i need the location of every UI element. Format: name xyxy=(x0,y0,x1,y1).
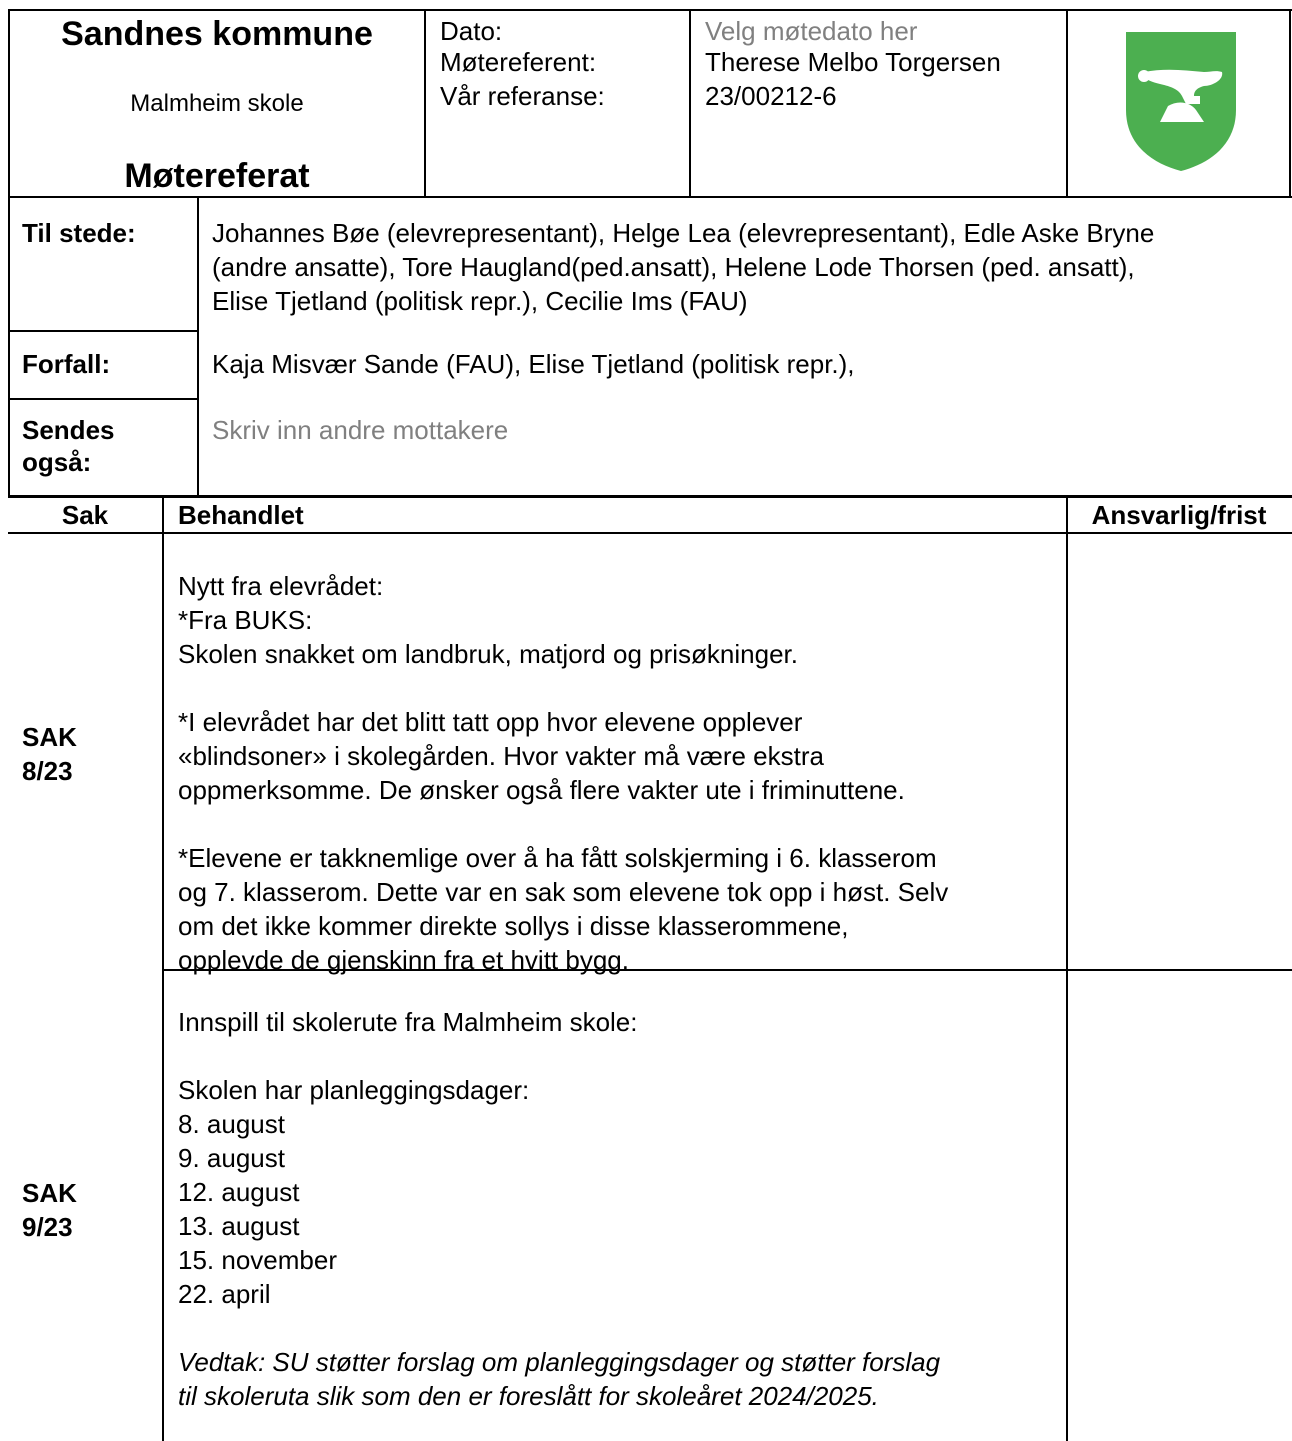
case-line: Skolen har planleggingsdager: xyxy=(178,1075,530,1105)
case-line: 13. august xyxy=(178,1211,300,1241)
case-line: opplevde de gjenskinn fra et hvitt bygg. xyxy=(178,945,629,975)
case-line xyxy=(178,671,948,705)
case-line: 9. august xyxy=(178,1143,285,1173)
case-number: 9/23 xyxy=(22,1212,73,1242)
decision-line: Vedtak: SU støtter forslag om planleggingsdager og støtter forslag xyxy=(178,1347,941,1377)
case-line: og 7. klasserom. Dette var en sak som elevene tok opp i høst. Selv xyxy=(178,877,949,907)
rule xyxy=(162,497,164,1441)
case-body xyxy=(178,569,948,977)
school-name: Malmheim skole xyxy=(130,90,304,117)
cc-label: også: xyxy=(22,447,92,477)
rule xyxy=(8,9,10,497)
referent-label: Møtereferent: xyxy=(440,47,597,77)
case-number: SAK xyxy=(22,1178,77,1208)
rule xyxy=(424,9,426,197)
column-header-case: Sak xyxy=(61,500,109,530)
decision-line: til skoleruta slik som den er foreslått for skoleåret 2024/2025. xyxy=(178,1381,879,1411)
rule xyxy=(1289,9,1291,197)
rule xyxy=(1066,9,1068,197)
case-body xyxy=(178,1005,940,1413)
organization-name: Sandnes kommune xyxy=(61,15,373,53)
absent-list: Kaja Misvær Sande (FAU), Elise Tjetland (politisk repr.), xyxy=(212,349,855,379)
case-line: Skolen snakket om landbruk, matjord og prisøkninger. xyxy=(178,639,798,669)
reference-value: 23/00212-6 xyxy=(705,81,837,111)
present-label: Til stede: xyxy=(22,218,136,248)
cc-recipients-field[interactable]: Skriv inn andre mottakere xyxy=(212,415,509,445)
present-list xyxy=(212,216,1154,318)
case-line: 15. november xyxy=(178,1245,337,1275)
present-line: Johannes Bøe (elevrepresentant), Helge Lea (elevrepresentant), Edle Aske Bryne xyxy=(212,218,1155,248)
case-line xyxy=(178,1039,940,1073)
case-line: *Fra BUKS: xyxy=(178,605,313,635)
reference-label: Vår referanse: xyxy=(440,81,605,111)
case-line: *I elevrådet har det blitt tatt opp hvor elevene opplever xyxy=(178,707,803,737)
case-line xyxy=(178,807,948,841)
case-line: *Elevene er takknemlige over å ha fått solskjerming i 6. klasserom xyxy=(178,843,937,873)
case-line: Innspill til skolerute fra Malmheim skole: xyxy=(178,1007,638,1037)
case-number: SAK xyxy=(22,722,77,752)
column-header-processed: Behandlet xyxy=(178,500,304,530)
case-line: om det ikke kommer direkte sollys i disse klasserommene, xyxy=(178,911,849,941)
case-line: Nytt fra elevrådet: xyxy=(178,571,384,601)
case-line: oppmerksomme. De ønsker også flere vakter ute i friminuttene. xyxy=(178,775,905,805)
rule xyxy=(9,196,1292,198)
rule xyxy=(9,9,1292,11)
absent-label: Forfall: xyxy=(22,349,111,379)
case-number: 8/23 xyxy=(22,756,73,786)
rule xyxy=(8,532,1292,534)
rule xyxy=(197,196,199,496)
case-line: 22. april xyxy=(178,1279,271,1309)
column-header-responsible: Ansvarlig/frist xyxy=(1091,500,1267,530)
referent-value: Therese Melbo Torgersen xyxy=(705,47,1001,77)
date-label: Dato: xyxy=(440,16,503,46)
cc-label: Sendes xyxy=(22,415,115,445)
case-line: 8. august xyxy=(178,1109,285,1139)
rule xyxy=(689,9,691,197)
meeting-date-field[interactable]: Velg møtedato her xyxy=(705,16,918,46)
coat-of-arms-anvil-icon xyxy=(1124,30,1238,172)
rule xyxy=(9,330,198,332)
rule xyxy=(1066,497,1068,1441)
document-type: Møtereferat xyxy=(124,157,310,195)
present-line: (andre ansatte), Tore Haugland(ped.ansatt), Helene Lode Thorsen (ped. ansatt), xyxy=(212,252,1135,282)
case-line: «blindsoner» i skolegården. Hvor vakter må være ekstra xyxy=(178,741,824,771)
case-line: 12. august xyxy=(178,1177,300,1207)
rule xyxy=(9,398,198,400)
present-line: Elise Tjetland (politisk repr.), Cecilie Ims (FAU) xyxy=(212,286,748,316)
